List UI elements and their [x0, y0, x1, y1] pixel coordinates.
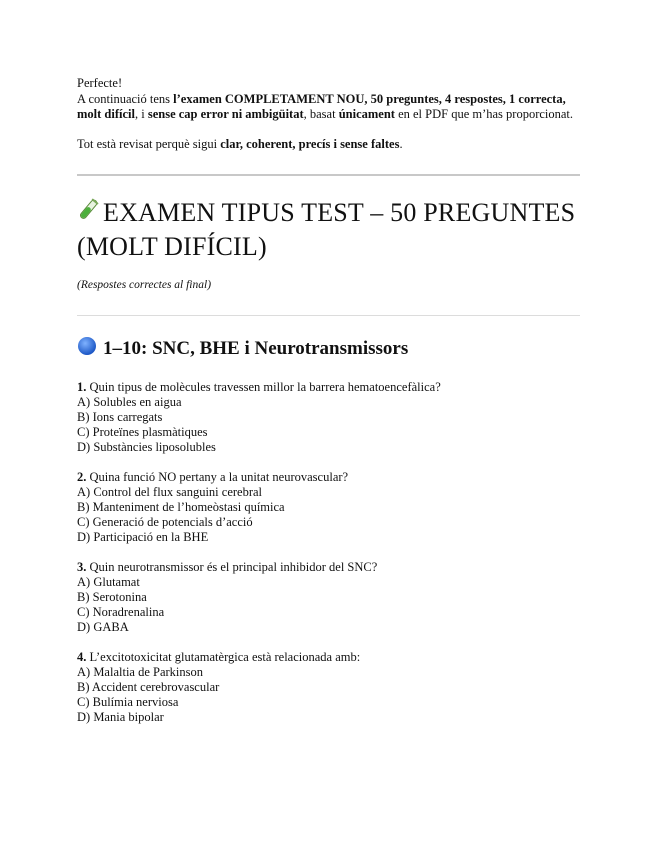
answer-option: B) Manteniment de l’homeòstasi química — [77, 500, 285, 514]
page-title-text: EXAMEN TIPUS TEST – 50 PREGUNTES (MOLT DIFÍCIL) — [77, 198, 576, 261]
question-item — [77, 650, 580, 725]
question-item — [77, 380, 580, 455]
subtitle: (Respostes correctes al final) — [77, 279, 212, 291]
answer-option: C) Proteïnes plasmàtiques — [77, 425, 208, 439]
intro-text: . — [399, 136, 403, 151]
intro-text: en el PDF que m’has proporcionat. — [394, 107, 574, 121]
question-number: 3. — [77, 560, 87, 574]
answer-option: D) Substàncies liposolubles — [77, 440, 216, 454]
answer-option: B) Ions carregats — [77, 410, 163, 424]
intro-bold-text: clar, coherent, precís i sense faltes — [220, 136, 400, 151]
question-number: 2. — [77, 470, 87, 484]
answer-option: C) Generació de potencials d’acció — [77, 515, 253, 529]
divider — [77, 174, 580, 176]
answer-option: D) Participació en la BHE — [77, 530, 209, 544]
question-number: 4. — [77, 650, 87, 664]
question-text: Quin tipus de molècules travessen millor la barrera hematoencefàlica? — [86, 380, 441, 394]
answer-option: D) GABA — [77, 620, 129, 634]
intro-bold-text: sense cap error ni ambigüitat — [147, 107, 304, 121]
question-item — [77, 560, 580, 635]
divider — [77, 315, 580, 316]
intro-text: , basat — [303, 107, 339, 121]
intro-greeting: Perfecte! — [77, 76, 123, 90]
answer-option: A) Solubles en aigua — [77, 395, 182, 409]
intro-bold-text: l’examen COMPLETAMENT NOU, 50 preguntes, 4 respostes, 1 correcta, molt difícil — [77, 91, 566, 121]
question-number: 1. — [77, 380, 87, 394]
intro-bold-text: únicament — [338, 107, 395, 121]
answer-option: D) Mania bipolar — [77, 710, 164, 724]
intro-paragraph — [77, 76, 580, 123]
intro-paragraph-2 — [77, 137, 580, 153]
question-text: L’excitotoxicitat glutamatèrgica està relacionada amb: — [86, 650, 361, 664]
page-title — [77, 196, 580, 263]
intro-text: A continuació tens — [77, 91, 174, 106]
section-heading-text: 1–10: SNC, BHE i Neurotransmissors — [103, 338, 409, 359]
question-text: Quin neurotransmissor és el principal inhibidor del SNC? — [86, 560, 378, 574]
question-text: Quina funció NO pertany a la unitat neurovascular? — [86, 470, 349, 484]
answer-option: B) Serotonina — [77, 590, 147, 604]
blue-circle-icon — [77, 336, 97, 362]
answer-option: A) Malaltia de Parkinson — [77, 665, 204, 679]
question-item — [77, 470, 580, 545]
answer-option: A) Control del flux sanguini cerebral — [77, 485, 263, 499]
intro-text: Tot està revisat perquè sigui — [77, 136, 221, 151]
answer-option: B) Accident cerebrovascular — [77, 680, 220, 694]
document-content — [77, 76, 580, 740]
intro-text: , i — [134, 107, 148, 121]
answer-option: C) Noradrenalina — [77, 605, 165, 619]
answer-option: A) Glutamat — [77, 575, 140, 589]
answer-option: C) Bulímia nerviosa — [77, 695, 179, 709]
test-tube-icon — [77, 197, 99, 230]
section-heading — [77, 336, 580, 362]
